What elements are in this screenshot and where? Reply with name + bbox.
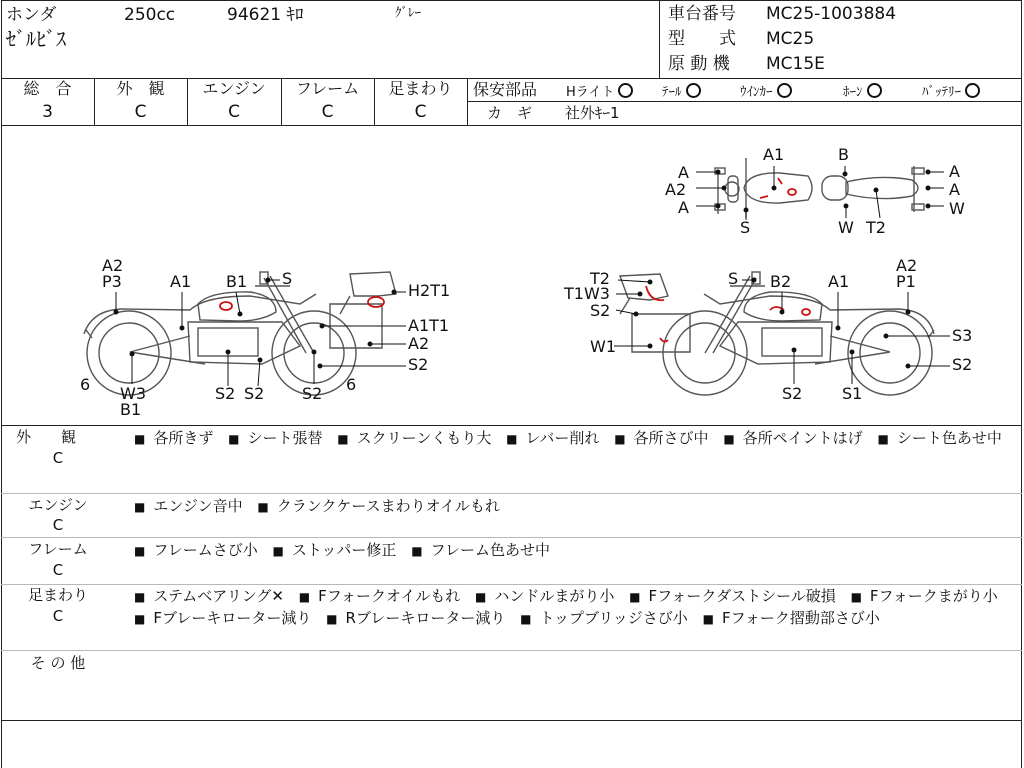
diagram-label: A	[949, 180, 960, 199]
diagram-label: W	[949, 199, 965, 218]
square-bullet-icon: ■	[134, 612, 146, 626]
diagram-label: B2	[770, 272, 792, 291]
diagram-label: S2	[408, 355, 429, 374]
note-item: ■ Rブレーキローター減り	[326, 609, 506, 627]
note-item: ■ Fフォークダストシール破損	[629, 587, 836, 605]
note-item: ■ ステムベアリング✕	[134, 587, 284, 605]
model-code: MC25	[766, 29, 815, 49]
diagram-label: S2	[215, 384, 236, 403]
diagram-label: A1	[170, 272, 192, 291]
diagram-label: A1	[828, 272, 850, 291]
safety-label: 保安部品	[473, 80, 538, 99]
maker: ホンダ	[6, 5, 57, 25]
diagram-label: S	[728, 269, 739, 288]
square-bullet-icon: ■	[134, 500, 146, 514]
key-value: 社外ｷｰ1	[565, 104, 620, 122]
diagram-label: A	[678, 163, 689, 182]
section-title: 外 観	[15, 428, 76, 446]
diagram-label: A2	[408, 334, 430, 353]
square-bullet-icon: ■	[134, 544, 146, 558]
section-grade: C	[52, 516, 64, 534]
square-bullet-icon: ■	[614, 432, 626, 446]
frame-grade: C	[321, 102, 334, 122]
circle-mark-icon	[965, 83, 980, 98]
diagram-label: S2	[952, 355, 973, 374]
square-bullet-icon: ■	[506, 432, 518, 446]
square-bullet-icon: ■	[228, 432, 240, 446]
frame-notes	[134, 540, 1014, 562]
safety-item: ﾊﾞｯﾃﾘｰ	[922, 83, 980, 99]
overall-label: 総 合	[23, 79, 72, 98]
diagram-label: S2	[244, 384, 265, 403]
diagram-label: T2	[866, 218, 886, 237]
diagram-label: A1	[763, 145, 785, 164]
suspension-grade: C	[414, 102, 427, 122]
square-bullet-icon: ■	[257, 500, 269, 514]
note-item: ■ レバー削れ	[506, 429, 600, 447]
note-item: ■ クランクケースまわりオイルもれ	[257, 497, 500, 515]
displacement: 250cc	[124, 5, 176, 25]
diagram-label: W1	[590, 337, 616, 356]
diagram-label: B1	[226, 272, 248, 291]
square-bullet-icon: ■	[475, 590, 487, 604]
diagram-label: H2T1	[408, 281, 451, 300]
frame-grade-label: フレーム	[295, 79, 360, 98]
diagram-label: T2	[590, 269, 610, 288]
exterior-notes	[134, 428, 1014, 450]
square-bullet-icon: ■	[520, 612, 532, 626]
circle-mark-icon	[867, 83, 882, 98]
diagram-label: S3	[952, 326, 973, 345]
square-bullet-icon: ■	[877, 432, 889, 446]
diagram-label: A1T1	[408, 316, 450, 335]
diagram-label: S2	[590, 301, 611, 320]
diagram-label: W	[838, 218, 854, 237]
note-item: ■ スクリーンくもり大	[337, 429, 492, 447]
section-title: フレーム	[28, 540, 88, 558]
diagram-label: T1W3	[564, 284, 610, 303]
circle-mark-icon	[777, 83, 792, 98]
circle-mark-icon	[618, 83, 633, 98]
damage-marks	[220, 178, 810, 342]
suspension-grade-label: 足まわり	[388, 79, 453, 98]
note-item: ■ Fフォークオイルもれ	[298, 587, 461, 605]
mileage: 94621 ｷﾛ	[227, 5, 304, 25]
engine-grade: C	[228, 102, 240, 122]
safety-item: ｳｲﾝｶｰ	[740, 83, 792, 99]
square-bullet-icon: ■	[298, 590, 311, 604]
section-grade: C	[52, 449, 64, 467]
square-bullet-icon: ■	[326, 612, 338, 626]
section-title: エンジン	[28, 496, 88, 514]
diagram-label: P3	[102, 272, 122, 291]
diagram-label: S1	[842, 384, 863, 403]
note-item: ■ Fフォークまがり小	[850, 587, 998, 605]
square-bullet-icon: ■	[629, 590, 641, 604]
diagram-label: S	[282, 269, 293, 288]
diagram-label: P1	[896, 272, 916, 291]
diagram-label: 6	[346, 375, 357, 394]
engine-label: 原 動 機	[668, 54, 730, 74]
diagram-label: A	[678, 198, 689, 217]
square-bullet-icon: ■	[411, 544, 423, 558]
square-bullet-icon: ■	[134, 590, 146, 604]
note-item: ■ 各所きず	[134, 429, 214, 447]
note-item: ■ ストッパー修正	[272, 541, 397, 559]
diagram-label: A	[949, 162, 960, 181]
diagram-label: B1	[120, 400, 142, 419]
note-item: ■ Fフォーク摺動部さび小	[702, 609, 880, 627]
exterior-label: 外 観	[116, 79, 165, 98]
note-item: ■ フレーム色あせ中	[411, 541, 550, 559]
engine-grade-label: エンジン	[202, 79, 266, 98]
frame-no-label: 車台番号	[668, 4, 736, 24]
engine-no: MC15E	[766, 54, 825, 74]
square-bullet-icon: ■	[272, 544, 284, 558]
note-item: ■ 各所さび中	[614, 429, 709, 447]
note-item: ■ エンジン音中	[134, 497, 243, 515]
note-item: ■ 各所ペイントはげ	[723, 429, 863, 447]
circle-mark-icon	[686, 83, 701, 98]
engine-notes	[134, 496, 1014, 518]
safety-item: ﾎｰﾝ	[843, 83, 882, 99]
overall-grade: 3	[42, 102, 53, 122]
diagram-label: 6	[80, 375, 91, 394]
damage-diagram	[0, 126, 1022, 424]
section-title: そ の 他	[30, 654, 86, 672]
note-item: ■ ハンドルまがり小	[475, 587, 615, 605]
square-bullet-icon: ■	[850, 590, 862, 604]
square-bullet-icon: ■	[134, 432, 146, 446]
model-code-label: 型 式	[668, 29, 736, 49]
note-item: ■ シート色あせ中	[877, 429, 1002, 447]
section-title: 足まわり	[27, 586, 88, 604]
safety-item: ﾃｰﾙ	[662, 83, 701, 99]
note-item: ■ シート張替	[228, 429, 323, 447]
diagram-label: W3	[120, 384, 146, 403]
diagram-label: B	[838, 145, 849, 164]
note-item: ■ トップブリッジさび小	[520, 609, 688, 627]
square-bullet-icon: ■	[702, 612, 714, 626]
diagram-label: A2	[665, 180, 687, 199]
exterior-grade: C	[134, 102, 147, 122]
safety-item: Hライト	[566, 83, 633, 99]
diagram-label: S2	[302, 384, 323, 403]
color: ｸﾞﾚｰ	[395, 6, 421, 21]
section-grade: C	[52, 561, 64, 579]
note-item: ■ Fブレーキローター減り	[134, 609, 312, 627]
section-grade: C	[52, 607, 64, 625]
note-item: ■ フレームさび小	[134, 541, 258, 559]
square-bullet-icon: ■	[337, 432, 349, 446]
frame-no: MC25-1003884	[766, 4, 897, 24]
diagram-label: A2	[102, 256, 124, 275]
suspension-notes	[134, 586, 1018, 630]
diagram-label: S2	[782, 384, 803, 403]
diagram-label: S	[740, 218, 751, 237]
square-bullet-icon: ■	[723, 432, 735, 446]
diagram-label: A2	[896, 256, 918, 275]
key-label: カ ギ	[487, 104, 533, 122]
model-name: ｾﾞﾙﾋﾞｽ	[6, 27, 66, 51]
